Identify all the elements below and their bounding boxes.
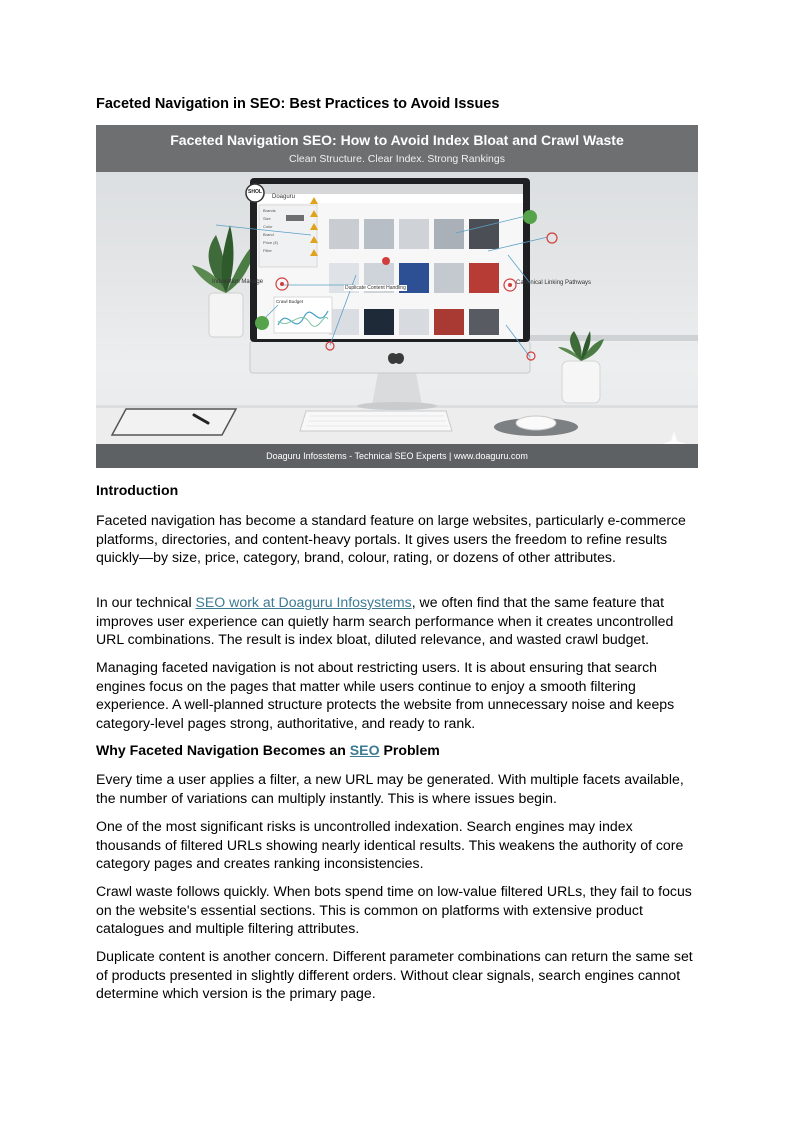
heading-segment: Why Faceted Navigation Becomes an	[96, 742, 350, 758]
filter-item: Brand	[263, 232, 274, 237]
why-heading	[96, 742, 440, 758]
hero-subtitle: Clean Structure. Clear Index. Strong Rankings	[289, 153, 505, 165]
hero-badge: SHOL	[248, 189, 262, 195]
filter-item: Filter	[263, 248, 272, 253]
left-callout: Indexation Manage	[212, 279, 264, 285]
hero-footer: Doaguru Infosstems - Technical SEO Experts | www.doaguru.com	[96, 444, 698, 468]
filter-list	[263, 207, 287, 255]
right-callout: Canonical Linking Pathways	[516, 280, 592, 286]
filter-item: Price (£)	[263, 240, 279, 245]
introduction-heading: Introduction	[96, 482, 179, 498]
paragraph-technical-seo	[96, 593, 698, 649]
hero-title: Faceted Navigation SEO: How to Avoid Index Bloat and Crawl Waste	[170, 132, 624, 148]
keyboard-icon	[300, 411, 452, 431]
paragraph-indexation: One of the most significant risks is uncontrolled indexation. Search engines may index thousands of filtered URLs showing nearly identical results. This weakens the authority of core category pages and creates ranking inconsistencies.	[96, 818, 684, 871]
paragraph-filters: Every time a user applies a filter, a new URL may be generated. With multiple facets available, the number of variations can multiply instantly. This is where issues begin.	[96, 771, 684, 806]
paragraph-managing: Managing faceted navigation is not about restricting users. It is about ensuring that search engines focus on the pages that matter while users continue to enjoy a smooth filtering experience. A well-planned structure protects the website from unnecessary noise and keeps category-level pages strong, authoritative, and ready to rank.	[96, 659, 675, 731]
paragraph-duplicate: Duplicate content is another concern. Different parameter combinations can return the same set of products presented in slightly different orders. Without clear signals, search engines cannot determine which version is the primary page.	[96, 948, 693, 1001]
document-title: Faceted Navigation in SEO: Best Practices to Avoid Issues	[96, 96, 500, 112]
seo-link[interactable]: SEO	[349, 742, 380, 758]
hero-image	[96, 125, 698, 468]
filter-item: Color	[263, 224, 273, 229]
right-plant-icon	[558, 331, 604, 403]
apple-logo-icon	[388, 353, 404, 364]
notepad-icon	[112, 409, 236, 435]
desk-illustration	[96, 125, 698, 468]
screen-brand: Doaguru	[272, 194, 296, 200]
doaguru-seo-link[interactable]: SEO work at Doaguru Infosystems	[195, 594, 412, 610]
heading-segment: Problem	[379, 742, 440, 758]
text-segment: In our technical	[96, 594, 196, 610]
text-segment: , we often find that the same feature that improves user experience can quietly harm search performance when it creates uncontrolled URL combinations. The result is index bloat, diluted relevance, and wasted crawl budget.	[96, 594, 674, 647]
filter-item: Brands	[263, 208, 276, 213]
paragraph-intro: Faceted navigation has become a standard feature on large websites, particularly e-commerce platforms, directories, and content-heavy portals. It gives users the freedom to refine results quickly—by size, price, category, brand, colour, rating, or dozens of other attributes.	[96, 512, 686, 565]
crawl-budget-label: Crawl Budget	[276, 299, 304, 304]
filter-item: Size	[263, 216, 271, 221]
middle-callout: Duplicate Content Handling	[345, 285, 406, 291]
paragraph-crawl-waste: Crawl waste follows quickly. When bots spend time on low-value filtered URLs, they fail to focus on the website's essential sections. This is common on platforms with extensive product catalogues and multiple filtering attributes.	[96, 883, 692, 936]
